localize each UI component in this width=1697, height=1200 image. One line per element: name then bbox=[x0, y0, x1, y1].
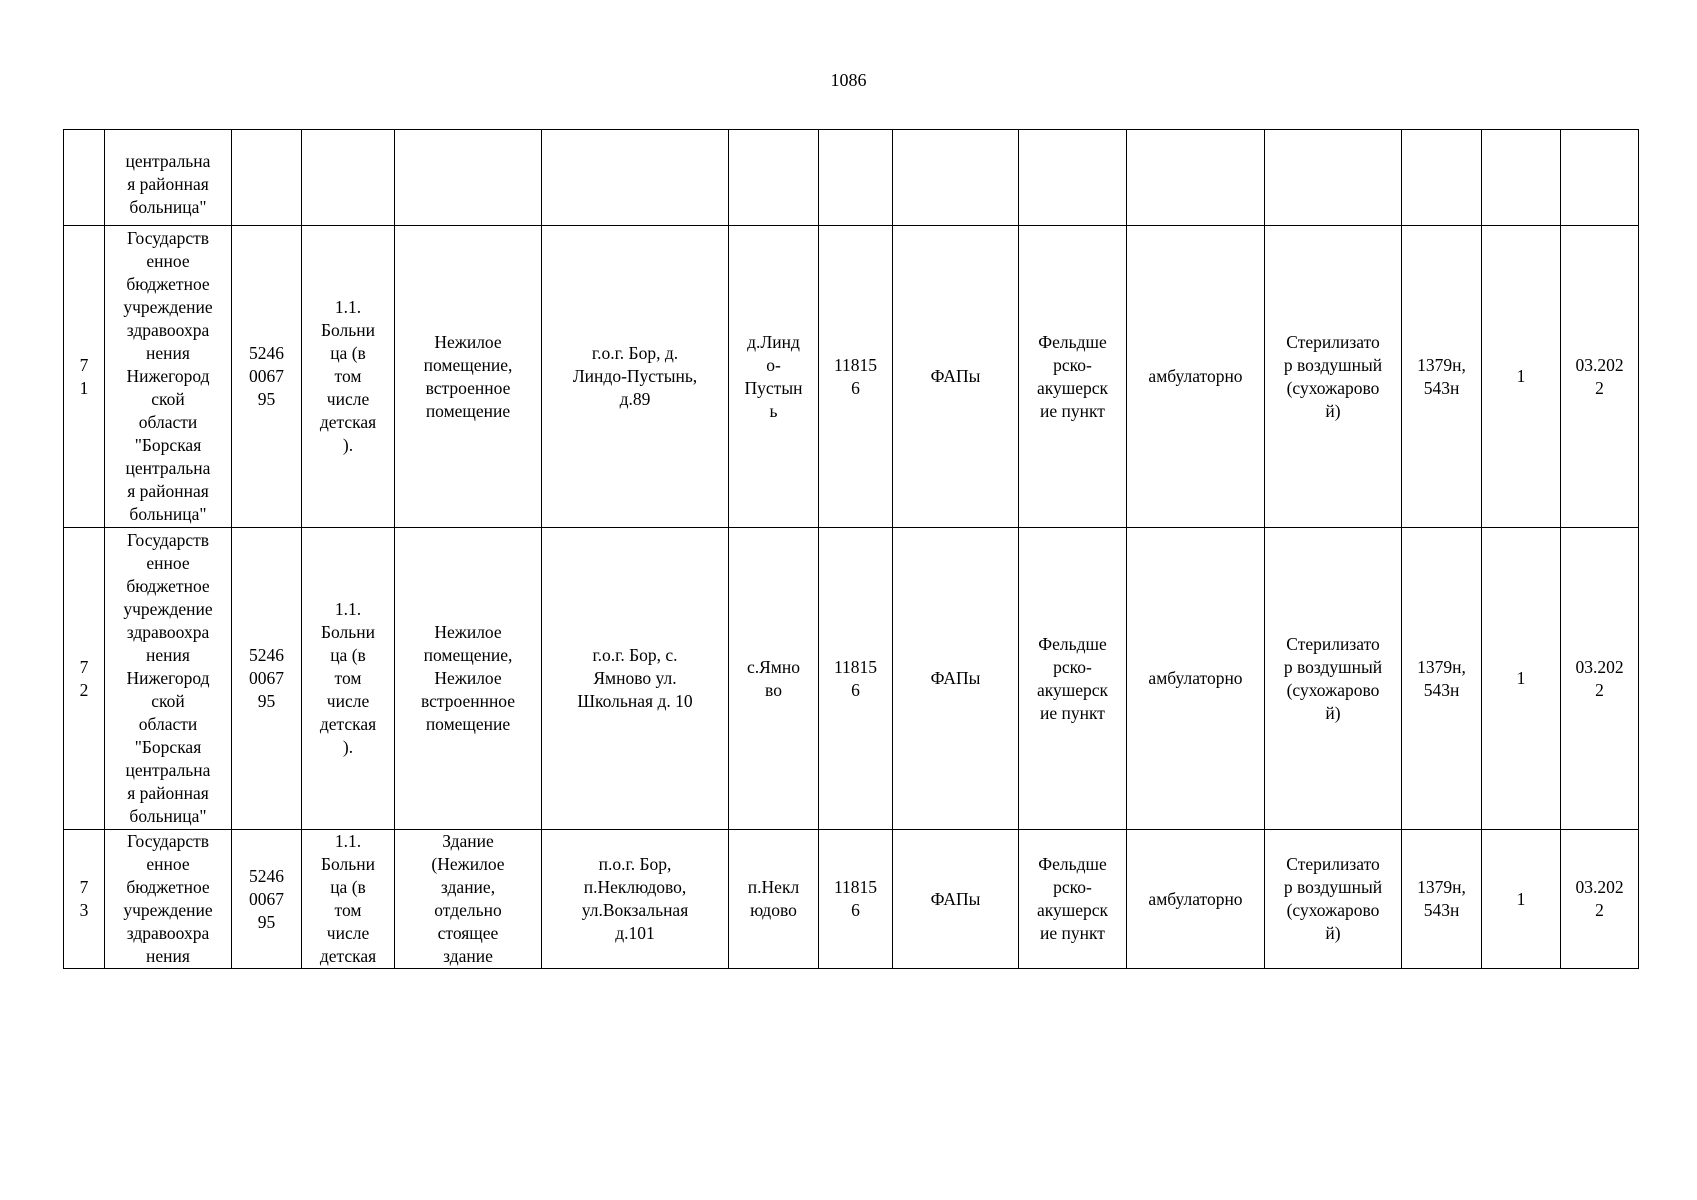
cell-care-form: амбулаторно bbox=[1127, 528, 1265, 830]
table-row bbox=[64, 830, 1639, 969]
cell-order: 1379н, 543н bbox=[1402, 528, 1482, 830]
cell-premises: Нежилое помещение, Нежилое встроеннное помещение bbox=[395, 528, 542, 830]
cell-num: 7 2 bbox=[64, 528, 105, 830]
cell-order: 1379н, 543н bbox=[1402, 830, 1482, 969]
cell-organization: Государств енное бюджетное учреждение здравоохра нения Нижегород ской области "Борская центральна я районная больница" bbox=[105, 226, 232, 528]
cell-unit-name bbox=[1019, 130, 1127, 226]
cell-equipment: Стерилизато р воздушный (сухожарово й) bbox=[1265, 830, 1402, 969]
cell-unit-type: ФАПы bbox=[893, 830, 1019, 969]
cell-code: 11815 6 bbox=[819, 528, 893, 830]
cell-unit-name: Фельдше рско- акушерск ие пункт bbox=[1019, 830, 1127, 969]
cell-locality: с.Ямно во bbox=[729, 528, 819, 830]
cell-date bbox=[1561, 130, 1639, 226]
cell-code: 11815 6 bbox=[819, 226, 893, 528]
cell-code: 11815 6 bbox=[819, 830, 893, 969]
cell-address bbox=[542, 130, 729, 226]
equipment-table bbox=[63, 129, 1639, 969]
cell-inn bbox=[232, 130, 302, 226]
cell-quantity: 1 bbox=[1482, 528, 1561, 830]
cell-premises: Нежилое помещение, встроенное помещение bbox=[395, 226, 542, 528]
cell-address: г.о.г. Бор, д. Линдо-Пустынь, д.89 bbox=[542, 226, 729, 528]
cell-care-form bbox=[1127, 130, 1265, 226]
cell-unit-name: Фельдше рско- акушерск ие пункт bbox=[1019, 528, 1127, 830]
cell-equipment bbox=[1265, 130, 1402, 226]
cell-code bbox=[819, 130, 893, 226]
cell-unit-type: ФАПы bbox=[893, 528, 1019, 830]
cell-organization: центральна я районная больница" bbox=[105, 130, 232, 226]
cell-locality bbox=[729, 130, 819, 226]
cell-num: 7 1 bbox=[64, 226, 105, 528]
cell-organization: Государств енное бюджетное учреждение здравоохра нения Нижегород ской области "Борская центральна я районная больница" bbox=[105, 528, 232, 830]
cell-address: г.о.г. Бор, с. Ямново ул. Школьная д. 10 bbox=[542, 528, 729, 830]
cell-category: 1.1. Больни ца (в том числе детская ). bbox=[302, 226, 395, 528]
cell-equipment: Стерилизато р воздушный (сухожарово й) bbox=[1265, 528, 1402, 830]
table-row bbox=[64, 528, 1639, 830]
cell-num: 7 3 bbox=[64, 830, 105, 969]
cell-premises bbox=[395, 130, 542, 226]
cell-locality: д.Линд о- Пустын ь bbox=[729, 226, 819, 528]
cell-order: 1379н, 543н bbox=[1402, 226, 1482, 528]
cell-inn: 5246 0067 95 bbox=[232, 528, 302, 830]
cell-address: п.о.г. Бор, п.Неклюдово, ул.Вокзальная д.101 bbox=[542, 830, 729, 969]
cell-unit-type bbox=[893, 130, 1019, 226]
cell-quantity: 1 bbox=[1482, 226, 1561, 528]
cell-quantity bbox=[1482, 130, 1561, 226]
cell-date: 03.202 2 bbox=[1561, 830, 1639, 969]
cell-unit-name: Фельдше рско- акушерск ие пункт bbox=[1019, 226, 1127, 528]
table-row bbox=[64, 226, 1639, 528]
cell-inn: 5246 0067 95 bbox=[232, 830, 302, 969]
cell-order bbox=[1402, 130, 1482, 226]
cell-category: 1.1. Больни ца (в том числе детская ). bbox=[302, 528, 395, 830]
cell-unit-type: ФАПы bbox=[893, 226, 1019, 528]
cell-equipment: Стерилизато р воздушный (сухожарово й) bbox=[1265, 226, 1402, 528]
cell-premises: Здание (Нежилое здание, отдельно стоящее здание bbox=[395, 830, 542, 969]
cell-num bbox=[64, 130, 105, 226]
cell-date: 03.202 2 bbox=[1561, 528, 1639, 830]
cell-locality: п.Некл юдово bbox=[729, 830, 819, 969]
cell-category: 1.1. Больни ца (в том числе детская bbox=[302, 830, 395, 969]
table-row bbox=[64, 130, 1639, 226]
cell-category bbox=[302, 130, 395, 226]
page-number: 1086 bbox=[830, 70, 867, 90]
cell-quantity: 1 bbox=[1482, 830, 1561, 969]
cell-inn: 5246 0067 95 bbox=[232, 226, 302, 528]
cell-date: 03.202 2 bbox=[1561, 226, 1639, 528]
cell-care-form: амбулаторно bbox=[1127, 830, 1265, 969]
cell-care-form: амбулаторно bbox=[1127, 226, 1265, 528]
cell-organization: Государств енное бюджетное учреждение здравоохра нения bbox=[105, 830, 232, 969]
